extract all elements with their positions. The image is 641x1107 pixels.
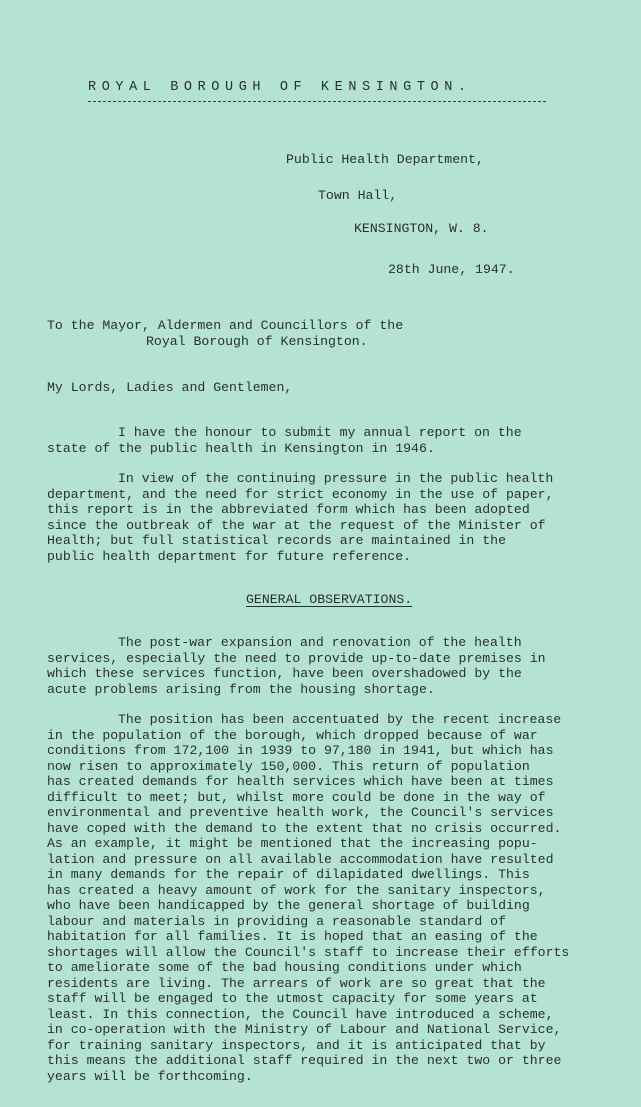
paragraph-expansion [47,635,617,697]
paragraph-line: since the outbreak of the war at the request of the Minister of [47,517,546,533]
paragraph-line: has created a heavy amount of work for the sanitary inspectors, [47,882,546,898]
paragraph-line: to ameliorate some of the bad housing conditions under which [47,960,522,975]
paragraph-line: environmental and preventive health work, the Council's services [47,805,554,820]
letter-date: 28th June, 1947. [388,262,515,277]
paragraph-line: services, especially the need to provide up-to-date premises in [47,650,546,666]
address-line-postal: KENSINGTON, W. 8. [354,221,489,236]
recipient-line: To the Mayor, Aldermen and Councillors of the [47,318,404,333]
paragraph-line: I have the honour to submit my annual report on the [118,425,522,440]
recipient-line: Royal Borough of Kensington. [146,333,368,349]
paragraph-line: In view of the continuing pressure in the public health [118,471,554,486]
salutation: My Lords, Ladies and Gentlemen, [47,380,293,395]
paragraph-line: residents are living. The arrears of work are so great that the [47,975,546,991]
paragraph-line: now risen to approximately 150,000. This return of population [47,758,530,774]
paragraph-line: lation and pressure on all available accommodation have resulted [47,851,554,867]
address-line-town-hall: Town Hall, [318,188,398,203]
paragraph-population [47,712,617,1084]
paragraph-line: staff will be engaged to the utmost capacity for some years at [47,991,538,1006]
document-title: ROYAL BOROUGH OF KENSINGTON. [88,80,472,95]
section-heading: GENERAL OBSERVATIONS. [246,592,413,607]
paragraph-line: The post-war expansion and renovation of the health [118,635,522,650]
paragraph-line: in the population of the borough, which dropped because of war [47,727,538,743]
paragraph-line: have coped with the demand to the extent that no crisis occurred. [47,820,562,836]
paragraph-line: As an example, it might be mentioned that the increasing popu- [47,836,538,851]
paragraph-line: acute problems arising from the housing shortage. [47,681,435,697]
paragraph-line: has created demands for health services which have been at times [47,774,554,789]
paragraph-line: which these services function, have been overshadowed by the [47,666,522,681]
paragraph-line: in co-operation with the Ministry of Labour and National Service, [47,1022,562,1037]
paragraph-line: state of the public health in Kensington in 1946. [47,440,435,456]
paragraph-line: years will be forthcoming. [47,1068,253,1084]
paragraph-line: this report is in the abbreviated form which has been adopted [47,502,530,517]
paragraph-line: labour and materials in providing a reasonable standard of [47,913,506,929]
paragraph-line: difficult to meet; but, whilst more could be done in the way of [47,789,546,805]
paragraph-line: public health department for future reference. [47,548,412,564]
paragraph-line: in many demands for the repair of dilapidated dwellings. This [47,867,530,882]
paragraph-line: Health; but full statistical records are maintained in the [47,533,506,548]
paragraph-line: conditions from 172,100 in 1939 to 97,180 in 1941, but which has [47,743,554,758]
paragraph-line: this means the additional staff required in the next two or three [47,1053,562,1068]
paragraph-line: habitation for all families. It is hoped that an easing of the [47,929,538,944]
paragraph-line: least. In this connection, the Council have introduced a scheme, [47,1006,554,1022]
title-underline [88,101,546,102]
paragraph-line: The position has been accentuated by the recent increase [118,712,562,727]
recipient-block [47,318,403,349]
paragraph-economy [47,471,617,564]
address-line-department: Public Health Department, [286,152,484,167]
paragraph-line: shortages will allow the Council's staff to increase their efforts [47,944,570,960]
paragraph-line: department, and the need for strict economy in the use of paper, [47,486,554,502]
paragraph-line: for training sanitary inspectors, and it is anticipated that by [47,1037,546,1053]
paragraph-intro [47,425,617,456]
paragraph-line: who have been handicapped by the general shortage of building [47,898,530,913]
